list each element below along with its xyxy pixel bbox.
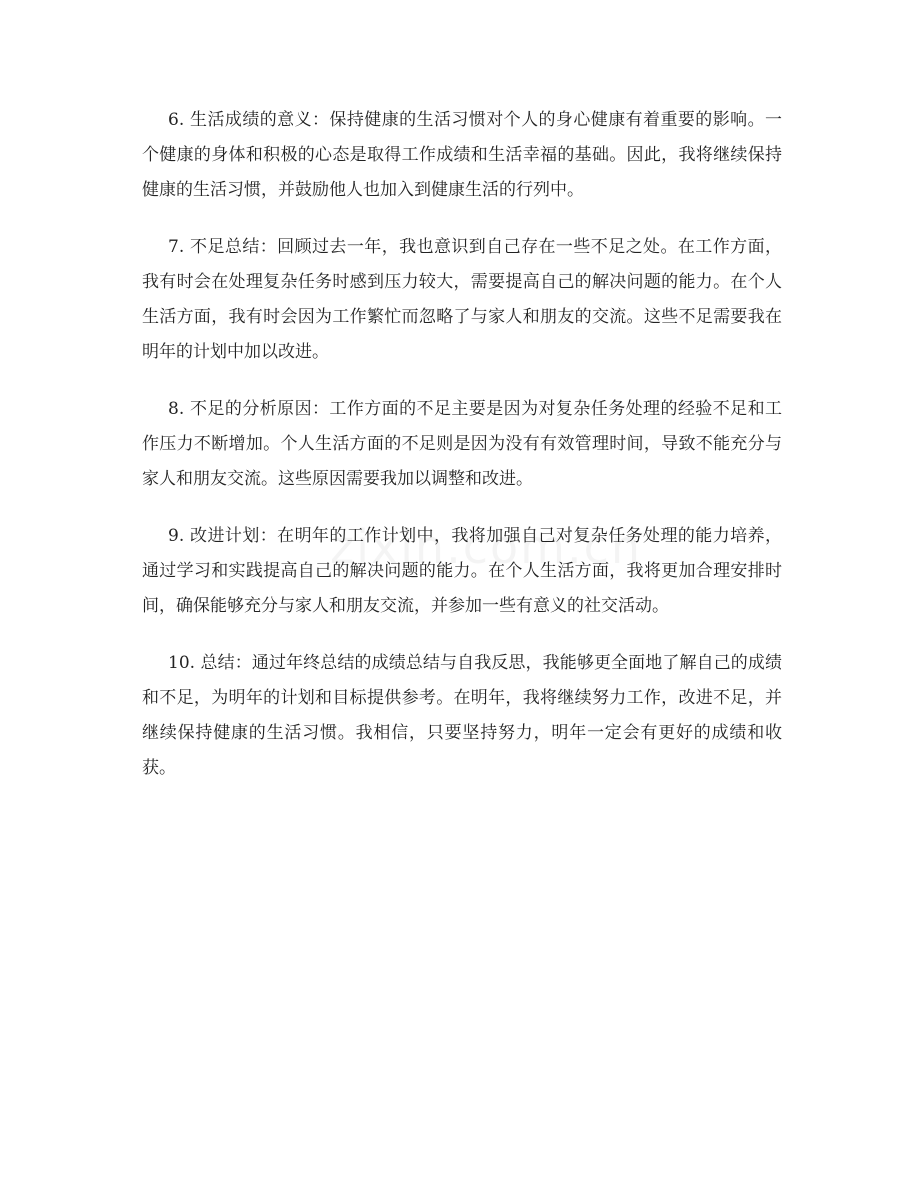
watermark [330, 520, 642, 574]
document-body [142, 103, 782, 808]
paragraph-7-shortcomings-summary: 7. 不足总结：回顾过去一年，我也意识到自己存在一些不足之处。在工作方面，我有时会在处理复杂任务时感到压力较大，需要提高自己的解决问题的能力。在个人生活方面，我有时会因为工作繁忙而忽略了与家人和朋友的交流。这些不足需要我在明年的计划中加以改进。 [142, 237, 782, 362]
paragraph-10-conclusion: 10. 总结：通过年终总结的成绩总结与自我反思，我能够更全面地了解自己的成绩和不足，为明年的计划和目标提供参考。在明年，我将继续努力工作，改进不足，并继续保持健康的生活习惯。我相信，只要坚持努力，明年一定会有更好的成绩和收获。 [142, 653, 782, 778]
paragraph-6-life-achievements: 6. 生活成绩的意义：保持健康的生活习惯对个人的身心健康有着重要的影响。一个健康的身体和积极的心态是取得工作成绩和生活幸福的基础。因此，我将继续保持健康的生活习惯，并鼓励他人也加入到健康生活的行列中。 [142, 110, 782, 200]
paragraph-8-shortcomings-analysis: 8. 不足的分析原因：工作方面的不足主要是因为对复杂任务处理的经验不足和工作压力不断增加。个人生活方面的不足则是因为没有有效管理时间，导致不能充分与家人和朋友交流。这些原因需要我加以调整和改进。 [142, 399, 782, 489]
paragraph-9-improvement-plan: 9. 改进计划：在明年的工作计划中，我将加强自己对复杂任务处理的能力培养，通过学习和实践提高自己的解决问题的能力。在个人生活方面，我将更加合理安排时间，确保能够充分与家人和朋友交流，并参加一些有意义的社交活动。 [142, 526, 782, 616]
